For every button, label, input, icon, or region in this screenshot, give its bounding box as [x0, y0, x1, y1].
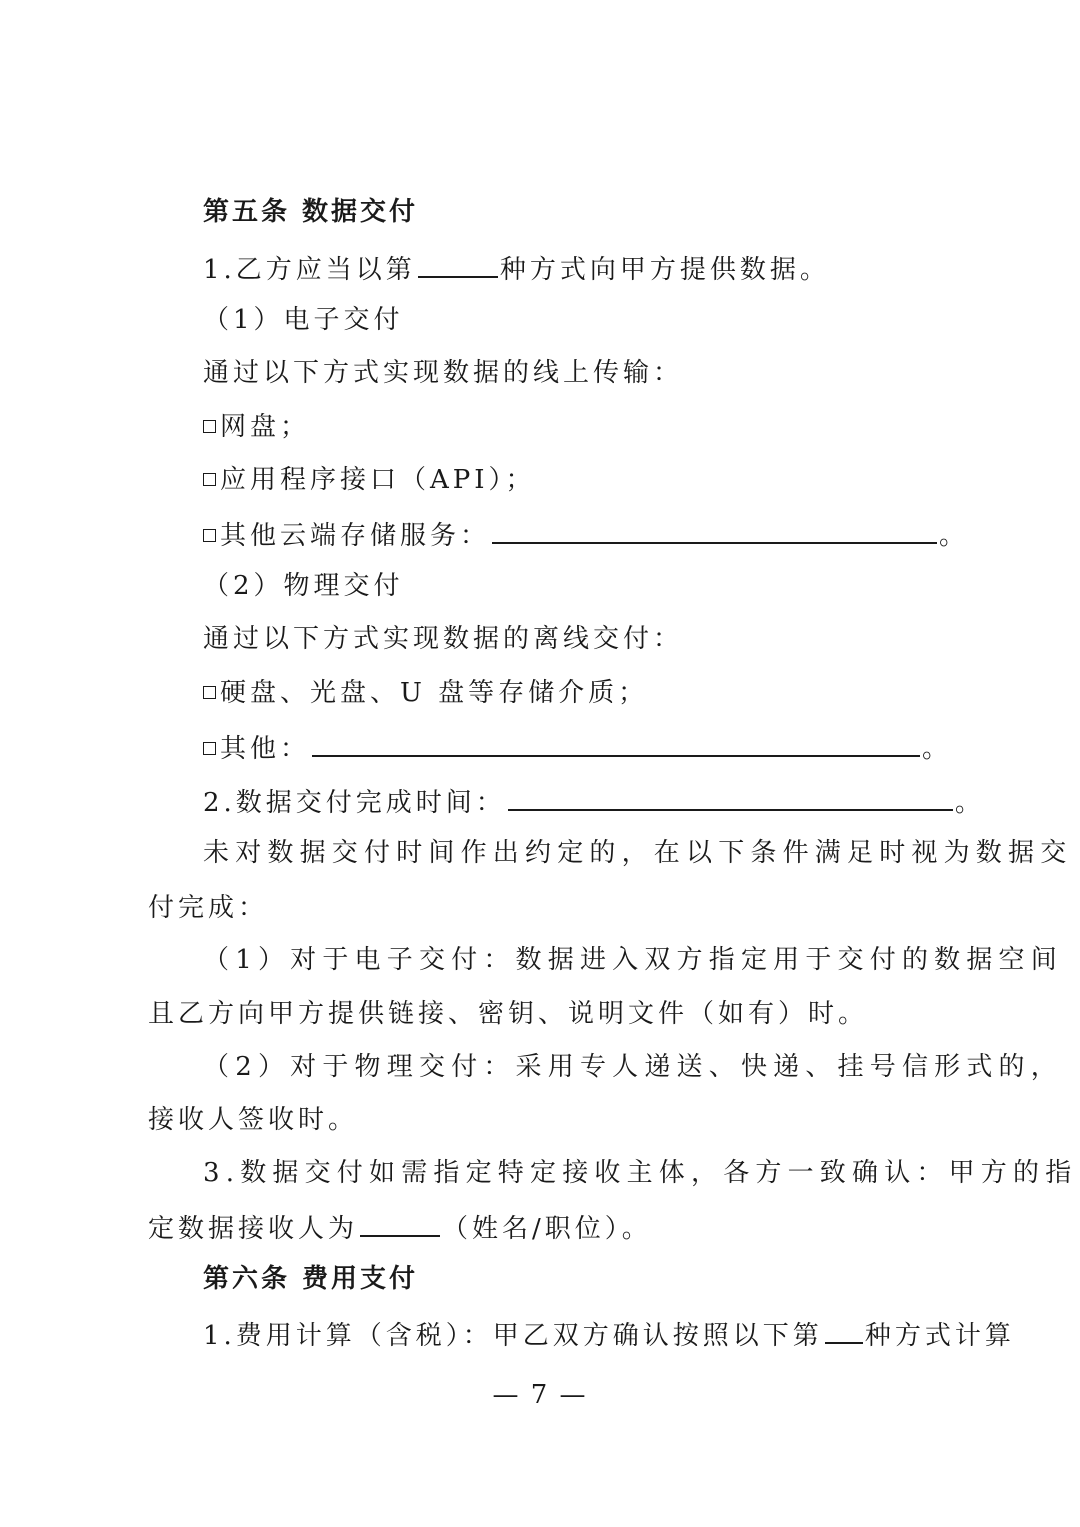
default-clause-line1: 未对数据交付时间作出约定的，在以下条件满足时视为数据交 [203, 838, 1073, 868]
api-checkbox[interactable] [203, 473, 216, 486]
section6-heading: 第六条 费用支付 [203, 1264, 419, 1294]
page-number: — 7 — [492, 1380, 588, 1410]
condition2-line2: 接收人签收时。 [148, 1105, 359, 1135]
fee-method-blank[interactable] [825, 1320, 863, 1344]
delivery-method-blank[interactable] [418, 254, 498, 278]
media-checkbox[interactable] [203, 686, 216, 699]
default-clause-line2: 付完成： [148, 893, 269, 923]
condition2-line1: （2）对于物理交付：采用专人递送、快递、挂号信形式的， [203, 1052, 1063, 1082]
completion-time-blank[interactable] [508, 787, 953, 811]
condition1-line1: （1）对于电子交付：数据进入双方指定用于交付的数据空间 [203, 945, 1063, 975]
option-other: 其他： 。 [203, 733, 993, 762]
receiver-name-blank[interactable] [360, 1213, 440, 1237]
option-netdisk: 网盘； [203, 414, 993, 440]
other-method-blank[interactable] [312, 733, 920, 757]
option-media: 硬盘、光盘、U 盘等存储介质； [203, 680, 993, 706]
other-checkbox[interactable] [203, 742, 216, 755]
option-api: 应用程序接口（API）； [203, 467, 993, 493]
cloud-checkbox[interactable] [203, 529, 216, 542]
section5-item3-line1: 3.数据交付如需指定特定接收主体，各方一致确认：甲方的指 [203, 1158, 1078, 1188]
electronic-delivery-title: （1）电子交付 [203, 305, 404, 335]
condition1-line2: 且乙方向甲方提供链接、密钥、说明文件（如有）时。 [148, 999, 869, 1029]
section5-heading: 第五条 数据交付 [203, 197, 419, 227]
section5-item1: 1.乙方应当以第 种方式向甲方提供数据。 [203, 255, 830, 285]
physical-delivery-intro: 通过以下方式实现数据的离线交付： [203, 624, 684, 654]
electronic-delivery-intro: 通过以下方式实现数据的线上传输： [203, 358, 684, 388]
physical-delivery-title: （2）物理交付 [203, 571, 404, 601]
section5-item2: 2.数据交付完成时间： 。 [203, 788, 985, 818]
section5-item3-line2: 定数据接收人为 （姓名/职位）。 [148, 1214, 652, 1244]
option-cloud: 其他云端存储服务： 。 [203, 520, 993, 549]
netdisk-checkbox[interactable] [203, 420, 216, 433]
cloud-service-blank[interactable] [492, 520, 937, 544]
section6-item1: 1.费用计算（含税）：甲乙双方确认按照以下第 种方式计算 [203, 1321, 1015, 1351]
